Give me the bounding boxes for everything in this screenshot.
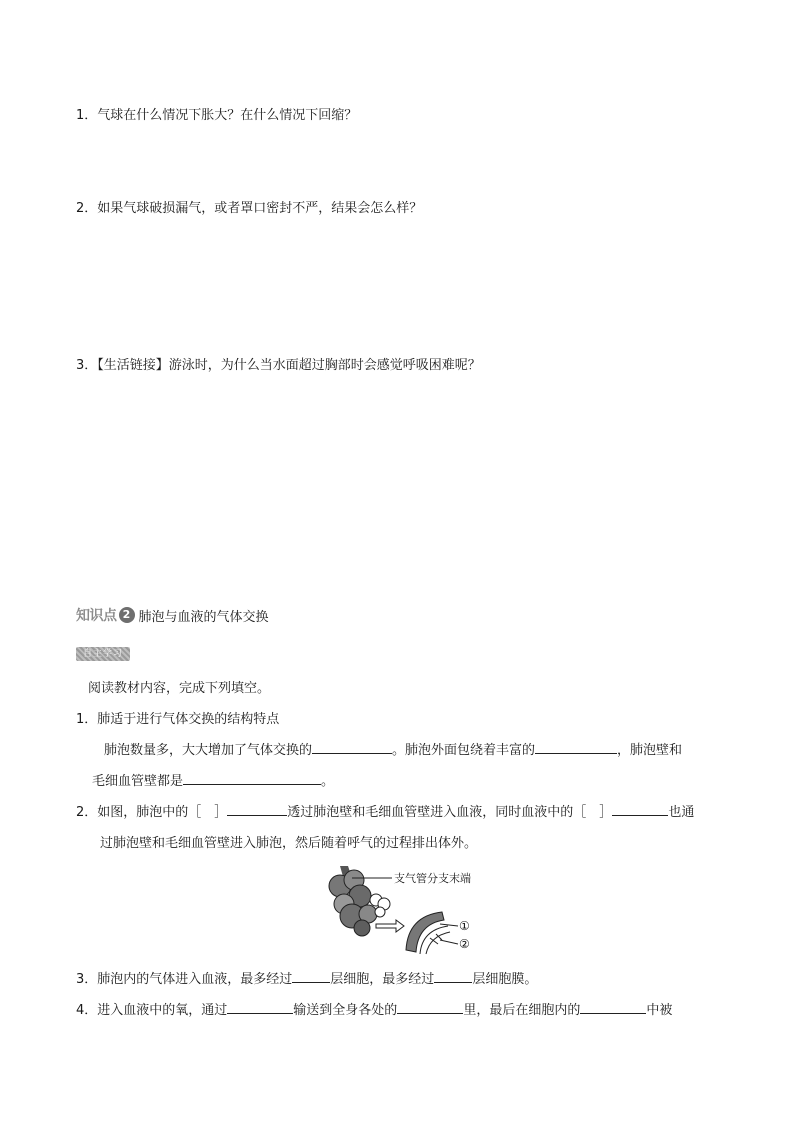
text-segment: 中被 [646, 1003, 673, 1018]
question-1 [76, 104, 357, 123]
text-segment: 也通 [668, 805, 695, 820]
knowledge-point-title: 肺泡与血液的气体交换 [138, 609, 269, 625]
fill-blank[interactable] [292, 968, 330, 983]
badge-text: 自主学习 [82, 649, 123, 659]
figure-label-2: ② [459, 937, 470, 951]
question-number: 2． [76, 201, 98, 216]
item-3 [76, 968, 537, 987]
question-number: 3． [76, 358, 98, 373]
text-segment: 。肺泡外面包绕着丰富的 [392, 743, 536, 758]
item-2-line-2: 过肺泡壁和毛细血管壁进入肺泡，然后随着呼气的过程排出体外。 [100, 836, 478, 851]
knowledge-point-header [76, 604, 269, 626]
question-text: 【生活链接】游泳时，为什么当水面超过胸部时会感觉呼吸困难呢？ [97, 358, 481, 373]
fill-blank[interactable] [434, 968, 472, 983]
self-study-badge [76, 647, 130, 661]
text-segment: 毛细血管壁都是 [92, 774, 184, 789]
fill-blank[interactable] [183, 770, 321, 785]
item-title: 肺适于进行气体交换的结构特点 [97, 712, 280, 727]
item-4 [76, 999, 672, 1018]
figure-label-1: ① [459, 919, 470, 933]
text-segment: 里，最后在细胞内的 [463, 1003, 581, 1018]
figure-label-bronchiole: 支气管分支末端 [394, 872, 471, 885]
item-2-line-1 [76, 801, 694, 820]
alveolus-diagram [322, 864, 482, 956]
question-text: 气球在什么情况下胀大？在什么情况下回缩？ [97, 108, 358, 123]
text-segment: 进入血液中的氧，通过 [97, 1003, 228, 1018]
question-number: 1． [76, 108, 98, 123]
fill-blank[interactable] [312, 739, 392, 754]
knowledge-point-number: 2 [119, 607, 135, 623]
item-1-line-2 [92, 770, 334, 789]
item-1-line-1 [104, 739, 682, 758]
knowledge-point-label: 知识点 [76, 608, 117, 624]
arrow-icon [376, 920, 404, 932]
text-segment: 。 [321, 774, 335, 789]
text-segment: 肺泡内的气体进入血液，最多经过 [97, 972, 293, 987]
alveolus-figure [322, 864, 482, 956]
fill-blank[interactable] [397, 999, 463, 1014]
item-number: 4． [76, 1003, 98, 1018]
text-segment: 如图，肺泡中的［ ］ [97, 805, 228, 820]
question-2 [76, 197, 422, 216]
text-segment: 层细胞膜。 [472, 972, 538, 987]
item-1-title [76, 708, 279, 727]
text-segment: ，肺泡壁和 [617, 743, 683, 758]
fill-blank[interactable] [227, 801, 287, 816]
item-number: 1． [76, 712, 98, 727]
text-segment: 肺泡数量多，大大增加了气体交换的 [104, 743, 313, 758]
question-3 [76, 354, 481, 373]
text-segment: 层细胞，最多经过 [330, 972, 435, 987]
text-segment: 输送到全身各处的 [293, 1003, 398, 1018]
text-segment: 透过肺泡壁和毛细血管壁进入血液，同时血液中的［ ］ [287, 805, 613, 820]
fill-blank[interactable] [580, 999, 646, 1014]
capillary-detail [406, 912, 450, 954]
item-number: 3． [76, 972, 98, 987]
item-number: 2． [76, 805, 98, 820]
fill-blank[interactable] [227, 999, 293, 1014]
intro-text: 阅读教材内容，完成下列填空。 [88, 681, 271, 696]
fill-blank[interactable] [535, 739, 617, 754]
question-text: 如果气球破损漏气，或者罩口密封不严，结果会怎么样？ [97, 201, 423, 216]
fill-blank[interactable] [612, 801, 668, 816]
